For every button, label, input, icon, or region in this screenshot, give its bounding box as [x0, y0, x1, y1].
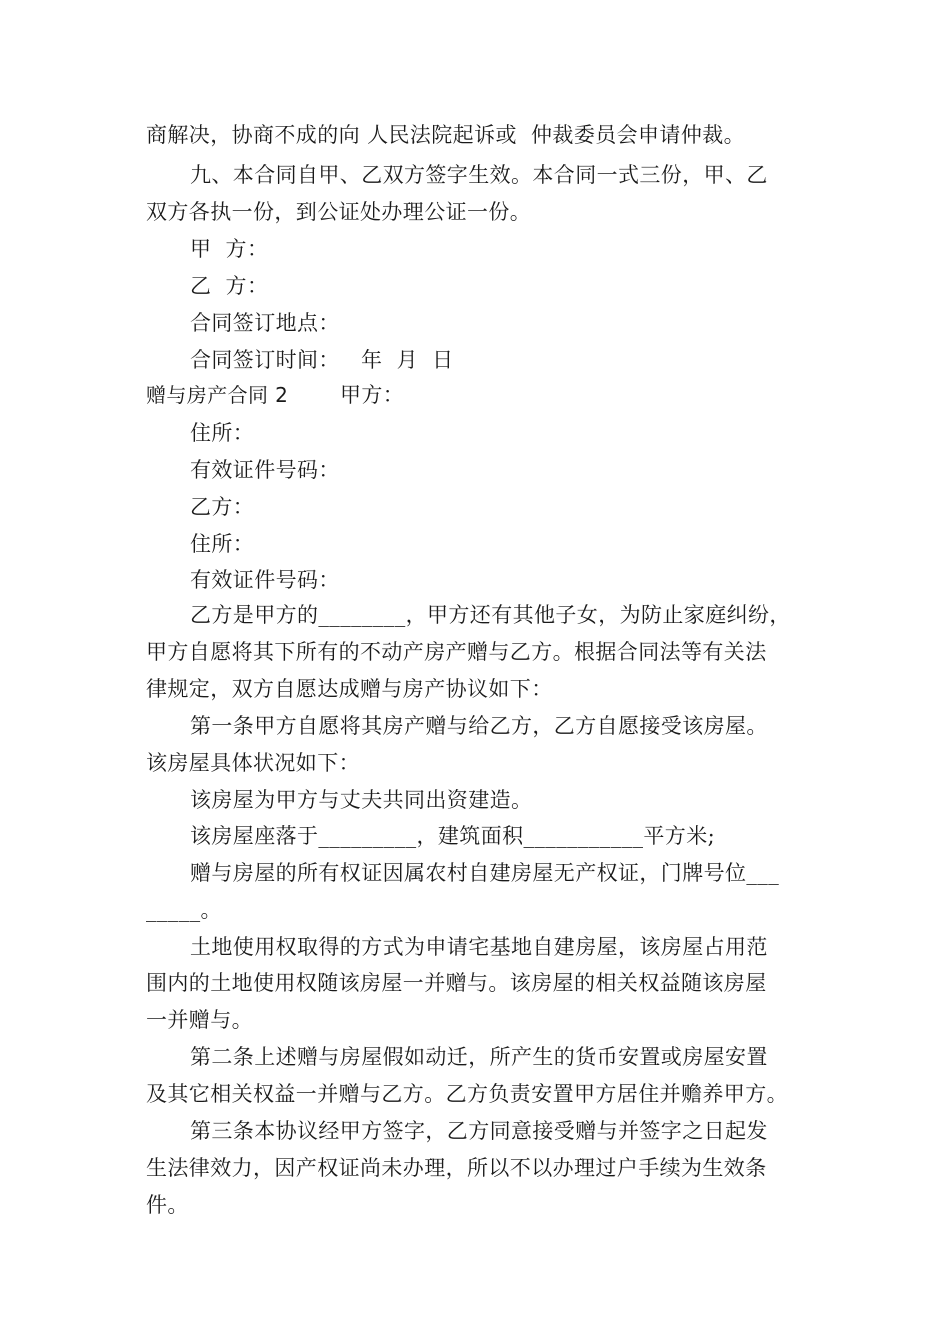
- paragraph-line: 商解决，协商不成的向 人民法院起诉或 仲裁委员会申请仲裁。: [146, 123, 746, 147]
- paragraph-line: 土地使用权取得的方式为申请宅基地自建房屋，该房屋占用范: [190, 935, 768, 959]
- party-b-label: 乙 方：: [190, 274, 269, 298]
- party-a-label: 甲 方：: [190, 237, 269, 261]
- party-b-label: 乙方：: [190, 495, 255, 519]
- paragraph-line: 该房屋为甲方与丈夫共同出资建造。: [190, 788, 533, 812]
- paragraph-line: 赠与房屋的所有权证因属农村自建房屋无产权证，门牌号位___: [190, 861, 780, 885]
- paragraph-line: 甲方自愿将其下所有的不动产房产赠与乙方。根据合同法等有关法: [146, 640, 767, 664]
- paragraph-line: _____。: [146, 898, 222, 922]
- paragraph-line: 生法律效力，因产权证尚未办理，所以不以办理过户手续为生效条: [146, 1156, 767, 1180]
- paragraph-line: 件。: [146, 1193, 189, 1217]
- contract-title: 赠与房产合同 2: [146, 383, 289, 407]
- id-number-label: 有效证件号码：: [190, 568, 340, 592]
- address-label: 住所：: [190, 421, 255, 445]
- paragraph-line: 及其它相关权益一并赠与乙方。乙方负责安置甲方居住并赡养甲方。: [146, 1082, 788, 1106]
- paragraph-line: 乙方是甲方的________，甲方还有其他子女，为防止家庭纠纷，: [190, 603, 791, 627]
- paragraph-line: 双方各执一份，到公证处办理公证一份。: [146, 200, 532, 224]
- paragraph-line: 该房屋具体状况如下：: [146, 751, 360, 775]
- paragraph-line: 律规定，双方自愿达成赠与房产协议如下：: [146, 677, 553, 701]
- id-number-label: 有效证件号码：: [190, 458, 340, 482]
- article-line: 第三条本协议经甲方签字，乙方同意接受赠与并签字之日起发: [190, 1119, 768, 1143]
- party-a-label: 甲方：: [340, 383, 405, 407]
- signing-date-label: 合同签订时间： 年 月 日: [190, 348, 454, 372]
- paragraph-line: 一并赠与。: [146, 1008, 253, 1032]
- paragraph-line: 该房屋座落于_________，建筑面积___________平方米;: [190, 824, 716, 848]
- paragraph-line: 九、本合同自甲、乙双方签字生效。本合同一式三份，甲、乙: [190, 163, 768, 187]
- article-line: 第二条上述赠与房屋假如动迁，所产生的货币安置或房屋安置: [190, 1045, 768, 1069]
- address-label: 住所：: [190, 532, 255, 556]
- signing-place-label: 合同签订地点：: [190, 311, 340, 335]
- paragraph-line: 围内的土地使用权随该房屋一并赠与。该房屋的相关权益随该房屋: [146, 971, 767, 995]
- article-line: 第一条甲方自愿将其房产赠与给乙方，乙方自愿接受该房屋。: [190, 714, 768, 738]
